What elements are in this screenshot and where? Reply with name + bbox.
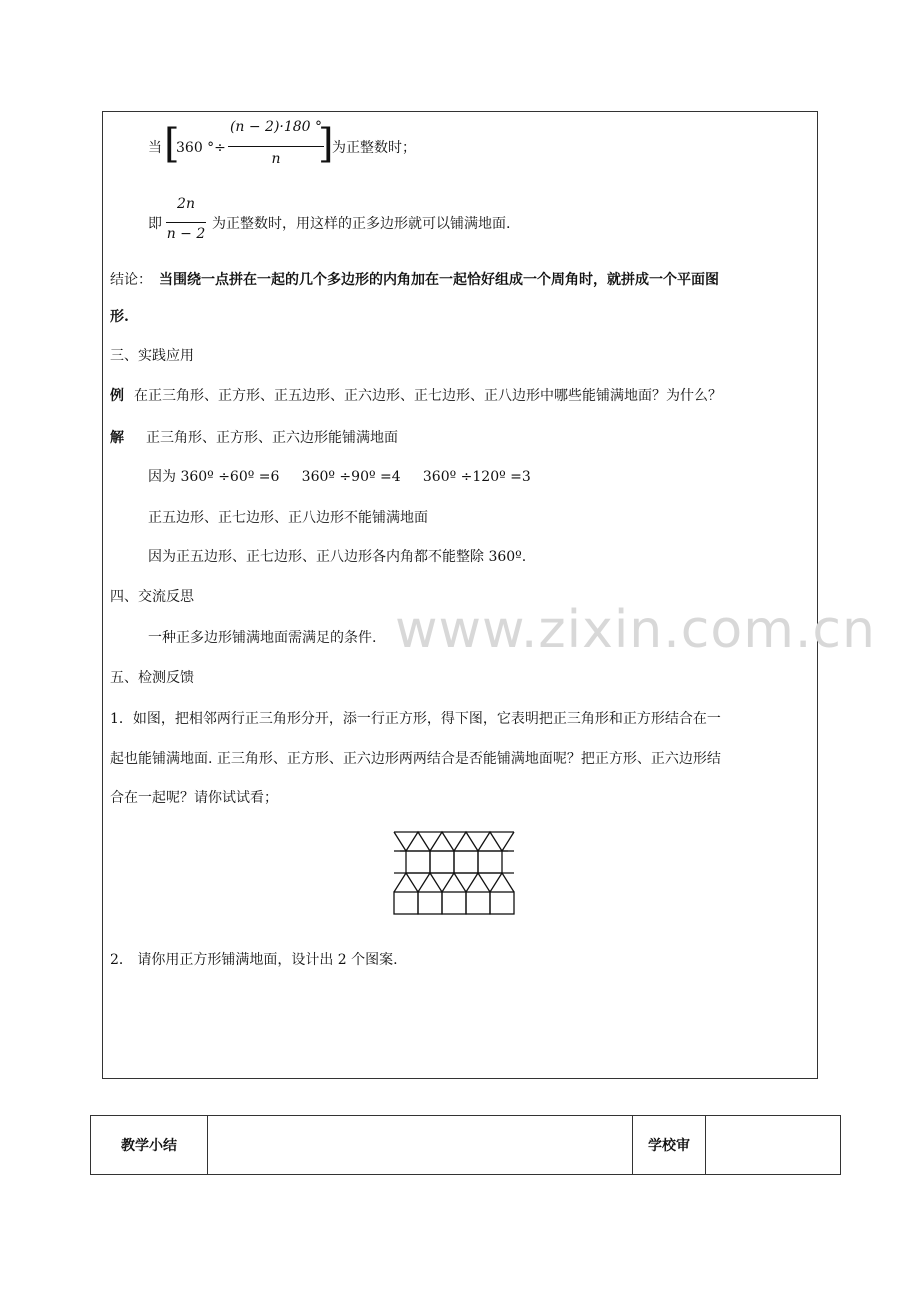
section4-heading: 四、交流反思 (110, 589, 194, 605)
solution-text: 正三角形、正方形、正六边形能铺满地面 (146, 430, 398, 446)
section3-heading: 三、实践应用 (110, 348, 194, 364)
q1-line1: 1．如图，把相邻两行正三角形分开，添一行正方形，得下图，它表明把正三角形和正方形结合在一 (110, 711, 721, 727)
formula1-denominator: n (271, 151, 281, 167)
left-bracket: [ (164, 121, 180, 167)
q1-line3: 合在一起呢？请你试试看； (110, 790, 278, 806)
formula1-suffix: 为正整数时； (332, 140, 416, 156)
formula1-360: 360 °÷ (176, 140, 226, 156)
calc-line: 因为 360º ÷60º =6 360º ÷90º =4 360º ÷120º =3 (148, 469, 531, 485)
conclusion-label: 结论： (110, 272, 152, 288)
review-label-cell: 学校审 (633, 1116, 706, 1175)
summary-table (90, 1115, 841, 1175)
review-value-cell[interactable] (706, 1116, 841, 1175)
content-box (102, 111, 818, 1079)
formula2-numerator: 2n (177, 196, 195, 212)
q2-text: 2． 请你用正方形铺满地面，设计出 2 个图案. (110, 952, 398, 968)
right-bracket: ] (318, 121, 334, 167)
formula2-suffix: 为正整数时，用这样的正多边形就可以铺满地面. (212, 216, 511, 232)
formula1-fraction-bar (228, 146, 324, 147)
formula1-numerator: (n − 2)·180 ° (229, 119, 323, 135)
solution-label: 解 (110, 430, 124, 446)
conclusion-text-2: 形. (110, 309, 129, 325)
q1-line2: 起也能铺满地面. 正三角形、正方形、正六边形两两结合是否能铺满地面呢？把正方形、正六边形结 (110, 751, 721, 767)
conclusion-text-1: 当围绕一点拼在一起的几个多边形的内角加在一起恰好组成一个周角时，就拼成一个平面图 (159, 272, 719, 288)
section3-line4: 因为正五边形、正七边形、正八边形各内角都不能整除 360º. (148, 549, 527, 565)
watermark: www.zixin.com.cn (395, 600, 876, 660)
summary-value-cell[interactable] (208, 1116, 633, 1175)
example-text: 在正三角形、正方形、正五边形、正六边形、正七边形、正八边形中哪些能铺满地面？为什么？ (134, 388, 722, 404)
section4-text: 一种正多边形铺满地面需满足的条件. (148, 630, 377, 646)
formula2-prefix: 即 (148, 216, 162, 232)
section3-line3: 正五边形、正七边形、正八边形不能铺满地面 (148, 510, 428, 526)
formula2-fraction-bar (166, 222, 206, 223)
formula1-prefix: 当 (148, 140, 162, 156)
triangle-square-tiling-figure (392, 830, 520, 918)
example-label: 例 (110, 388, 124, 404)
section5-heading: 五、检测反馈 (110, 670, 194, 686)
formula2-denominator: n − 2 (166, 226, 206, 242)
summary-label-cell: 教学小结 (91, 1116, 208, 1175)
